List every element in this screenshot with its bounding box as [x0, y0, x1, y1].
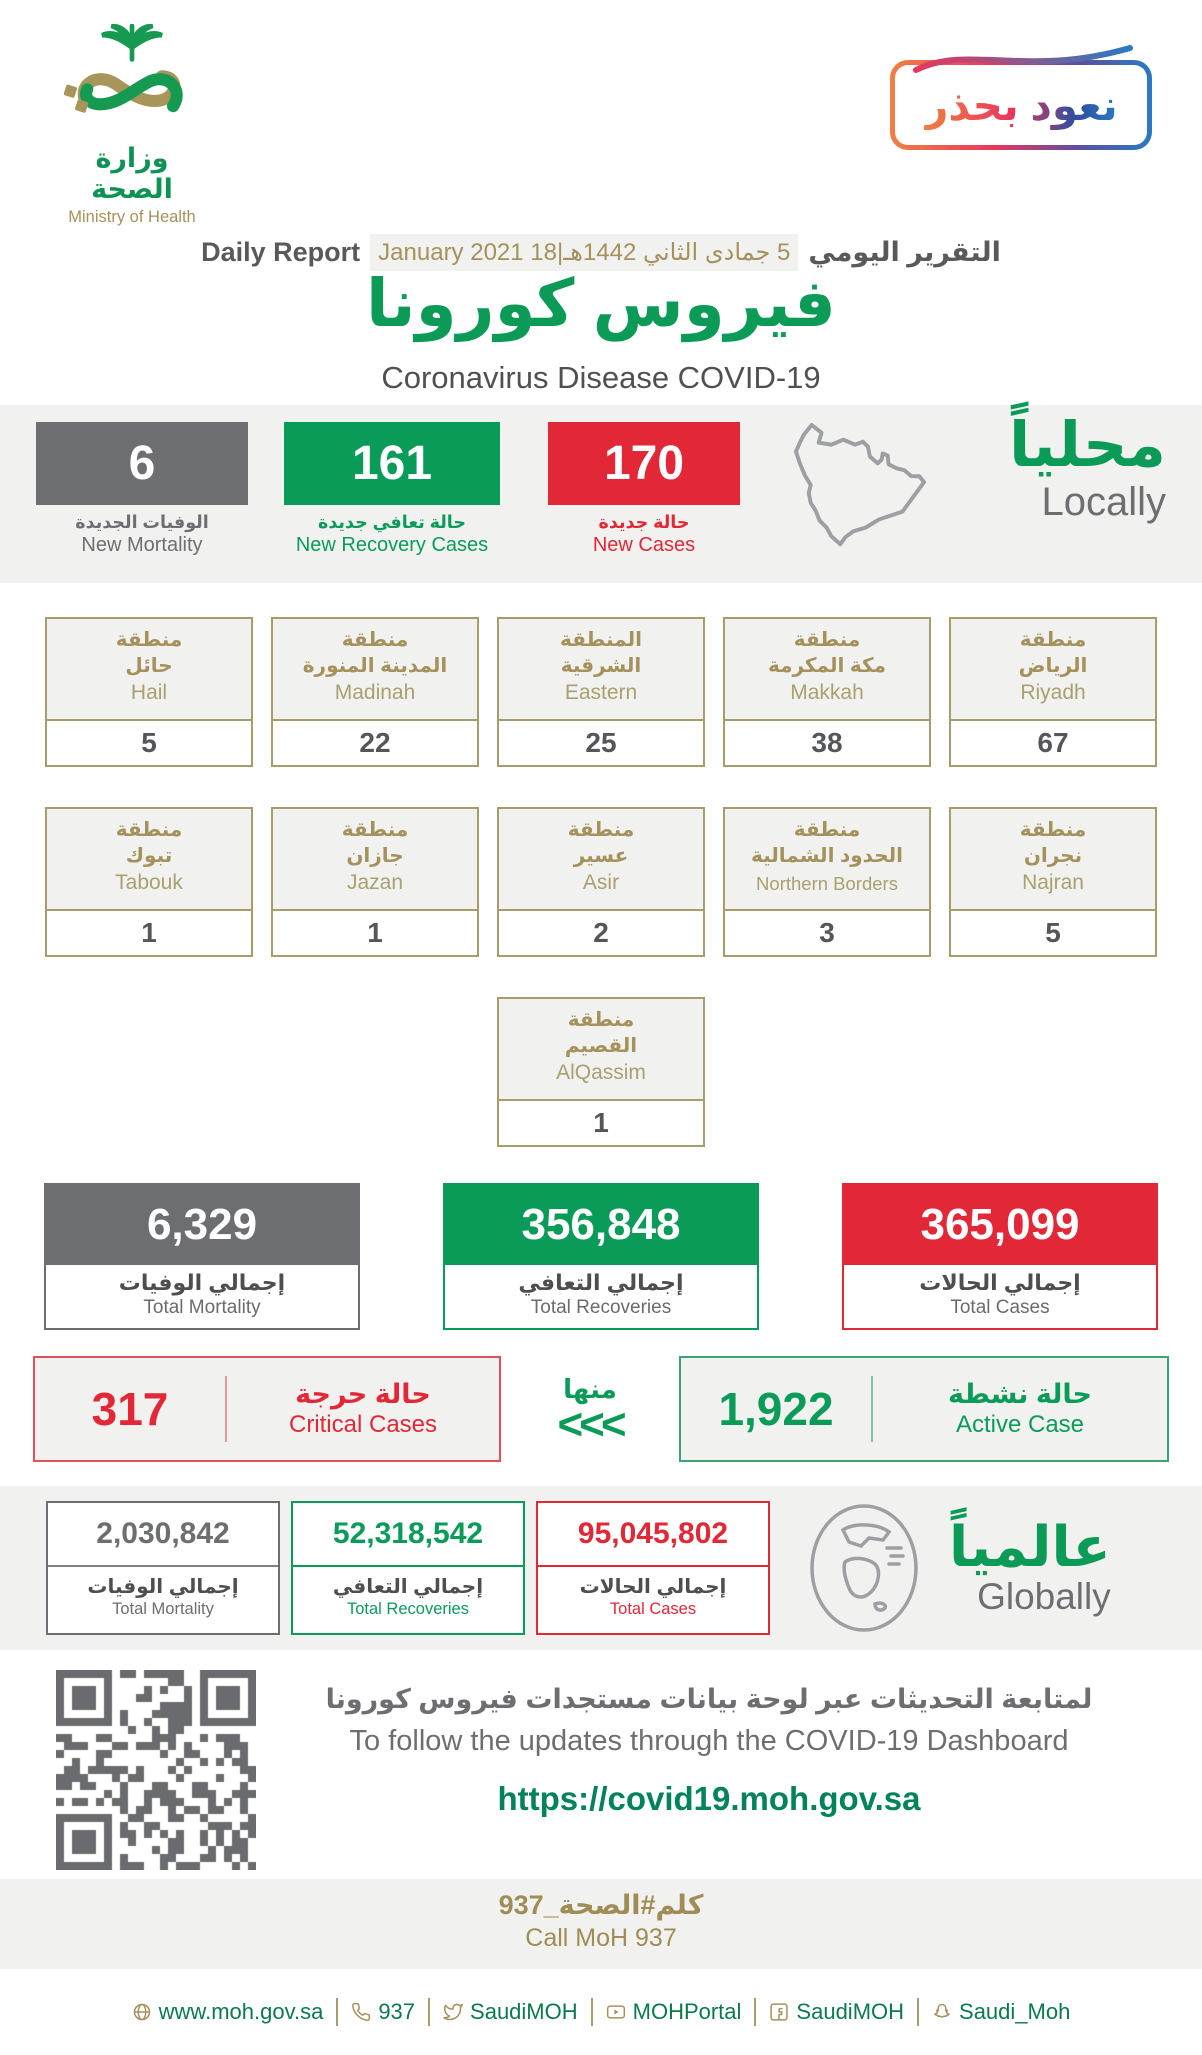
critical-cases-label-ar: حالة حرجة — [295, 1379, 431, 1409]
active-cases-value: 1,922 — [718, 1383, 834, 1435]
total-recoveries-label-en: Total Recoveries — [530, 1297, 672, 1318]
total-cases-label-en: Total Cases — [950, 1297, 1050, 1318]
region-name-en: Northern Borders — [756, 873, 898, 894]
badge-label: نعود بحذر — [924, 81, 1118, 129]
region-name-en: Hail — [130, 681, 168, 704]
page-title-en: Coronavirus Disease COVID-19 — [381, 360, 821, 395]
divider — [336, 1998, 338, 2026]
qr-code — [56, 1670, 256, 1870]
region-value: 67 — [951, 721, 1155, 765]
footer-youtube-label: MOHPortal — [632, 1999, 742, 2024]
global-cases-card — [536, 1501, 770, 1635]
global-cases-label-en: Total Cases — [609, 1600, 697, 1618]
region-name-en: Jazan — [346, 871, 404, 894]
region-value: 1 — [273, 911, 477, 955]
region-card-hail — [45, 617, 253, 767]
global-mortality-label-ar: إجمالي الوفيات — [87, 1576, 239, 1598]
globe-icon — [132, 2002, 152, 2022]
new-mortality-value: 6 — [36, 422, 248, 505]
footer-contact-bar — [0, 1969, 1202, 2055]
active-cases-label-ar: حالة نشطة — [948, 1379, 1092, 1409]
footer-phone[interactable] — [351, 1999, 415, 2025]
globally-title — [949, 1514, 1111, 1619]
footer-facebook-label: SaudiMOH — [796, 1999, 905, 2024]
divider — [591, 1998, 593, 2026]
region-name-ar: منطقة — [341, 819, 409, 841]
footer-facebook[interactable] — [769, 1999, 904, 2025]
footer-website[interactable] — [132, 1999, 324, 2025]
badge-swoosh-icon — [908, 40, 1138, 74]
critical-cases-value: 317 — [91, 1383, 169, 1435]
new-mortality-card — [36, 422, 248, 557]
global-mortality-label-en: Total Mortality — [112, 1600, 214, 1618]
region-card-makkah — [723, 617, 931, 767]
new-cases-label-ar: حالة جديدة — [598, 512, 690, 532]
region-card-alqassim — [497, 997, 705, 1147]
total-mortality-label-ar: إجمالي الوفيات — [118, 1270, 286, 1295]
region-name-ar: منطقة — [1019, 629, 1087, 651]
footer-website-label: www.moh.gov.sa — [158, 1999, 324, 2024]
global-cases-value: 95,045,802 — [577, 1517, 729, 1550]
region-card-madinah — [271, 617, 479, 767]
region-name-en: Tabouk — [115, 871, 183, 894]
region-name-ar: منطقة — [115, 819, 183, 841]
new-recoveries-card — [284, 422, 500, 557]
total-recoveries-value: 356,848 — [445, 1185, 757, 1265]
region-name-en: Eastern — [564, 681, 638, 704]
locally-section — [0, 405, 1202, 583]
region-name-ar: منطقة — [115, 629, 183, 651]
new-recoveries-label-en: New Recovery Cases — [295, 534, 489, 556]
region-name-ar2: عسير — [573, 845, 629, 867]
region-value: 22 — [273, 721, 477, 765]
global-mortality-card — [46, 1501, 280, 1635]
region-name-en: AlQassim — [556, 1061, 646, 1084]
global-recoveries-label-en: Total Recoveries — [347, 1600, 469, 1618]
report-date: 5 جمادى الثاني 1442هـ|18 January 2021 — [370, 234, 798, 271]
region-card-asir — [497, 807, 705, 957]
active-critical-section — [0, 1356, 1202, 1462]
region-name-ar2: جازان — [346, 845, 404, 867]
region-value: 2 — [499, 911, 703, 955]
region-name-ar: منطقة — [793, 629, 861, 651]
region-name-ar: المنطقة — [560, 629, 642, 651]
locally-title-ar: محلياً — [1009, 411, 1166, 480]
region-name-ar: منطقة — [793, 819, 861, 841]
total-mortality-label-en: Total Mortality — [143, 1297, 261, 1318]
chevrons-left-icon: <<< — [557, 1399, 623, 1449]
total-cases-label-ar: إجمالي الحالات — [919, 1270, 1081, 1295]
region-name-ar2: الحدود الشمالية — [750, 845, 904, 867]
return-with-caution-badge — [890, 60, 1152, 150]
snapchat-icon — [932, 2002, 952, 2022]
moh-logo-icon — [57, 24, 207, 136]
globally-section — [0, 1486, 1202, 1650]
footer-snapchat-label: Saudi_Moh — [959, 1999, 1071, 2024]
facebook-icon — [769, 2002, 789, 2022]
global-recoveries-value: 52,318,542 — [332, 1517, 484, 1550]
new-cases-card — [548, 422, 740, 557]
global-recoveries-label-ar: إجمالي التعافي — [332, 1576, 484, 1598]
new-recoveries-label-ar: حالة تعافي جديدة — [317, 512, 466, 532]
region-name-en: Riyadh — [1020, 681, 1086, 704]
call-moh-section — [0, 1879, 1202, 1969]
divider — [538, 1565, 768, 1567]
region-value: 1 — [47, 911, 251, 955]
region-value: 25 — [499, 721, 703, 765]
region-value: 38 — [725, 721, 929, 765]
regions-row-3 — [0, 997, 1202, 1147]
page-title-ar: فيروس كورونا — [366, 266, 836, 340]
region-card-riyadh — [949, 617, 1157, 767]
regions-row-2 — [0, 807, 1202, 957]
region-card-northern-borders — [723, 807, 931, 957]
dashboard-note-ar: لمتابعة التحديثات عبر لوحة بيانات مستجدات فيروس كورونا — [325, 1684, 1093, 1714]
new-recoveries-value: 161 — [284, 422, 500, 505]
region-name-ar2: مكة المكرمة — [767, 655, 887, 677]
call-hashtag-ar: كلم#الصحة_937 — [498, 1890, 704, 1920]
total-mortality-value: 6,329 — [46, 1185, 358, 1265]
region-name-ar: منطقة — [567, 819, 635, 841]
total-cases-value: 365,099 — [844, 1185, 1156, 1265]
region-name-ar2: المدينة المنورة — [302, 655, 448, 677]
region-name-en: Madinah — [334, 681, 416, 704]
region-name-en: Makkah — [790, 681, 864, 704]
footer-twitter[interactable] — [443, 1999, 578, 2025]
critical-cases-card — [33, 1356, 501, 1462]
logo-title-en: Ministry of Health — [68, 208, 196, 226]
globally-title-ar: عالمياً — [949, 1514, 1111, 1578]
region-name-en: Najran — [1022, 871, 1084, 894]
global-recoveries-card — [291, 1501, 525, 1635]
region-card-najran — [949, 807, 1157, 957]
region-card-eastern — [497, 617, 705, 767]
globally-title-en: Globally — [977, 1576, 1111, 1618]
new-cases-value: 170 — [548, 422, 740, 505]
new-mortality-label-en: New Mortality — [81, 534, 203, 556]
region-card-tabouk — [45, 807, 253, 957]
total-recoveries-card — [443, 1183, 759, 1330]
moh-logo — [52, 24, 212, 227]
active-cases-card — [679, 1356, 1169, 1462]
new-cases-label-en: New Cases — [592, 534, 696, 556]
critical-cases-label-en: Critical Cases — [288, 1411, 438, 1438]
youtube-icon — [606, 2002, 626, 2022]
region-name-ar2: الرياض — [1018, 655, 1088, 677]
region-value: 3 — [725, 911, 929, 955]
region-value: 5 — [47, 721, 251, 765]
region-name-ar: منطقة — [1019, 819, 1087, 841]
divider — [48, 1565, 278, 1567]
logo-title-ar: وزارة الصحة — [91, 143, 173, 204]
region-value: 1 — [499, 1101, 703, 1145]
phone-icon — [351, 2002, 371, 2022]
region-name-ar2: نجران — [1023, 845, 1083, 867]
locally-title-en: Locally — [1041, 480, 1166, 525]
divider — [428, 1998, 430, 2026]
totals-section — [0, 1183, 1202, 1330]
divider — [917, 1998, 919, 2026]
total-mortality-card — [44, 1183, 360, 1330]
region-name-en: Asir — [582, 871, 620, 894]
divider — [293, 1565, 523, 1567]
divider — [754, 1998, 756, 2026]
new-mortality-label-ar: الوفيات الجديدة — [75, 512, 209, 532]
regions-row-1 — [0, 617, 1202, 767]
footer-phone-label: 937 — [378, 1999, 416, 2024]
total-recoveries-label-ar: إجمالي التعافي — [518, 1270, 684, 1295]
header — [0, 0, 1202, 405]
region-name-ar2: حائل — [125, 655, 173, 677]
twitter-icon — [443, 2002, 463, 2022]
dashboard-section — [0, 1650, 1202, 1879]
footer-snapchat[interactable] — [932, 1999, 1070, 2025]
of-which-indicator — [535, 1373, 645, 1449]
footer-youtube[interactable] — [606, 1999, 742, 2025]
call-label-en: Call MoH 937 — [525, 1924, 677, 1952]
global-cases-label-ar: إجمالي الحالات — [579, 1576, 727, 1598]
region-name-ar: منطقة — [341, 629, 409, 651]
dashboard-note-en: To follow the updates through the COVID-19 Dashboard — [349, 1725, 1069, 1757]
global-mortality-value: 2,030,842 — [96, 1517, 230, 1550]
region-value: 5 — [951, 911, 1155, 955]
saudi-arabia-map-icon — [782, 419, 940, 559]
report-label-en: Daily Report — [201, 237, 361, 267]
region-name-ar2: تبوك — [125, 845, 173, 867]
region-card-jazan — [271, 807, 479, 957]
globe-icon — [805, 1500, 923, 1636]
locally-title — [1009, 413, 1166, 525]
region-name-ar: منطقة — [567, 1009, 635, 1031]
report-label-ar: التقرير اليومي — [808, 237, 1001, 267]
region-name-ar2: القصيم — [564, 1035, 638, 1057]
of-which-label: منها — [563, 1373, 617, 1404]
regions-section — [0, 583, 1202, 1147]
dashboard-url-link[interactable]: https://covid19.moh.gov.sa — [497, 1780, 921, 1817]
total-cases-card — [842, 1183, 1158, 1330]
region-name-ar2: الشرقية — [560, 655, 642, 677]
footer-twitter-label: SaudiMOH — [470, 1999, 578, 2024]
active-cases-label-en: Active Case — [955, 1411, 1085, 1438]
